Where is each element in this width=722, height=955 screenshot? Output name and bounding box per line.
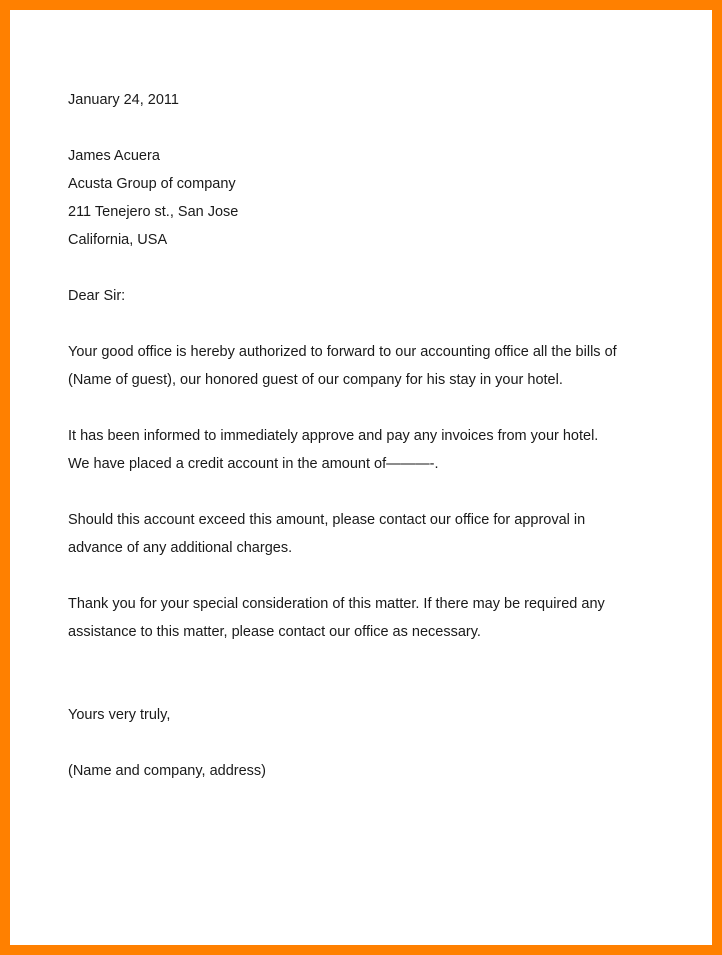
paragraph-line: assistance to this matter, please contact our office as necessary. [68,624,481,640]
recipient-name: James Acuera [68,148,160,164]
paragraph-line: Thank you for your special consideration of this matter. If there may be required any [68,596,605,612]
paragraph-line: advance of any additional charges. [68,540,293,556]
paragraph-line: Your good office is hereby authorized to forward to our accounting office all the bills of [68,344,617,360]
paragraph-line: We have placed a credit account in the amount of———-. [68,456,439,472]
paragraph-line: Should this account exceed this amount, please contact our office for approval in [68,512,586,528]
signature-placeholder: (Name and company, address) [68,763,266,779]
paragraph-line: (Name of guest), our honored guest of our company for his stay in your hotel. [68,372,563,388]
closing: Yours very truly, [68,707,171,723]
recipient-street: 211 Tenejero st., San Jose [68,204,239,220]
salutation: Dear Sir: [68,288,126,304]
letter-date: January 24, 2011 [68,92,179,108]
paragraph-line: It has been informed to immediately approve and pay any invoices from your hotel. [68,428,599,444]
recipient-company: Acusta Group of company [68,176,236,192]
recipient-region: California, USA [68,232,168,248]
